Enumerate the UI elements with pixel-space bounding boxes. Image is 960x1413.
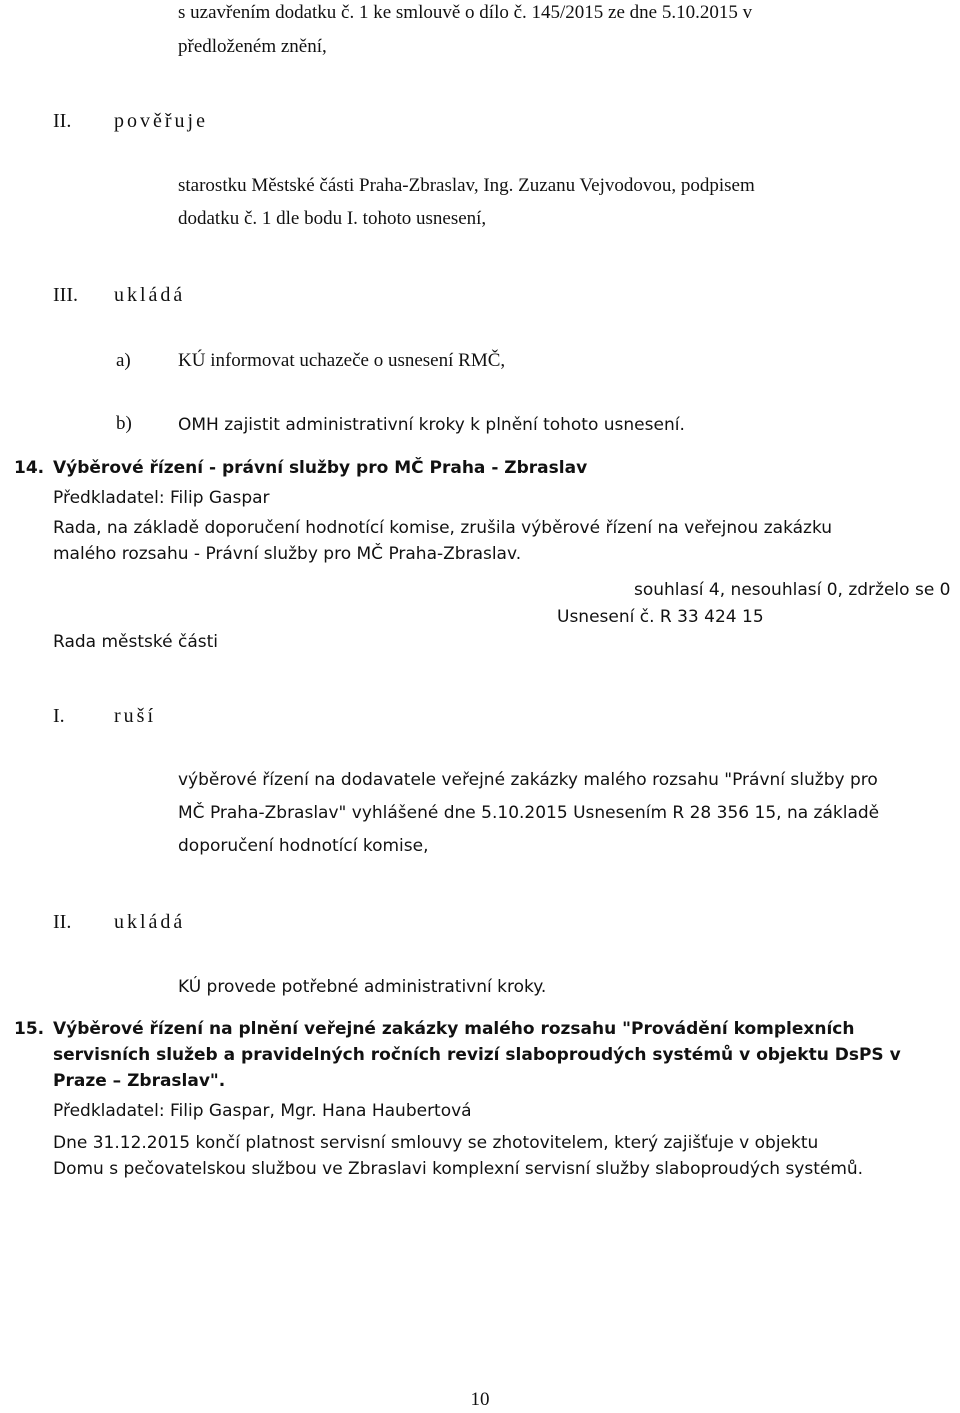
section-iii-item-b-label: b) [116,413,132,434]
section-iii-item-a-text: KÚ informovat uchazeče o usnesení RMČ, [178,350,506,371]
item-14-title: Výběrové řízení - právní služby pro MČ Praha - Zbraslav [53,458,588,478]
item-14-section-i-line-1: výběrové řízení na dodavatele veřejné zakázky malého rozsahu "Právní služby pro [178,770,878,790]
item-15-presenter: Předkladatel: Filip Gaspar, Mgr. Hana Haubertová [53,1101,472,1121]
section-iii-item-b-text: OMH zajistit administrativní kroky k plnění tohoto usnesení. [178,415,685,435]
item-14-number: 14. [14,458,45,478]
section-ii-line-1: starostku Městské části Praha-Zbraslav, Ing. Zuzanu Vejvodovou, podpisem [178,175,755,196]
item-14-section-ii-numeral: II. [53,911,72,933]
item-14-council-body: Rada městské části [53,632,218,652]
item-15-desc-line-1: Dne 31.12.2015 končí platnost servisní smlouvy se zhotovitelem, který zajišťuje v objektu [53,1133,819,1153]
section-iii-numeral: III. [53,284,78,306]
item-15-desc-line-2: Domu s pečovatelskou službou ve Zbraslavi komplexní servisní služby slaboproudých systémů. [53,1159,864,1179]
item-14-presenter: Předkladatel: Filip Gaspar [53,488,270,508]
item-15-number: 15. [14,1019,45,1039]
item-14-section-i-line-3: doporučení hodnotící komise, [178,836,429,856]
item-14-section-i-numeral: I. [53,705,65,727]
item-14-section-ii-verb: ukládá [114,911,186,933]
section-iii-item-a-label: a) [116,350,131,371]
item-14-desc-line-2: malého rozsahu - Právní služby pro MČ Praha-Zbraslav. [53,544,522,564]
section-ii-numeral: II. [53,110,72,132]
section-ii-line-2: dodatku č. 1 dle bodu I. tohoto usnesení, [178,208,487,229]
item-14-section-i-line-2: MČ Praha-Zbraslav" vyhlášené dne 5.10.2015 Usnesením R 28 356 15, na základě [178,803,880,823]
item-14-section-ii-line-1: KÚ provede potřebné administrativní kroky. [178,977,547,997]
item-15-title-line-2: servisních služeb a pravidelných ročních revizí slaboproudých systémů v objektu DsPS v [53,1045,901,1065]
top-text-line-2: předloženém znění, [178,36,327,57]
top-text-line-1: s uzavřením dodatku č. 1 ke smlouvě o dílo č. 145/2015 ze dne 5.10.2015 v [178,2,753,23]
page-number: 10 [470,1389,490,1410]
item-14-desc-line-1: Rada, na základě doporučení hodnotící komise, zrušila výběrové řízení na veřejnou zakázku [53,518,833,538]
item-14-vote-result: souhlasí 4, nesouhlasí 0, zdrželo se 0 [634,580,951,600]
section-ii-verb: pověřuje [114,110,208,132]
item-15-title-line-3: Praze – Zbraslav". [53,1071,226,1091]
item-14-resolution-number: Usnesení č. R 33 424 15 [557,607,764,627]
item-14-section-i-verb: ruší [114,705,156,727]
item-15-title-line-1: Výběrové řízení na plnění veřejné zakázky malého rozsahu "Provádění komplexních [53,1019,855,1039]
section-iii-verb: ukládá [114,284,186,306]
